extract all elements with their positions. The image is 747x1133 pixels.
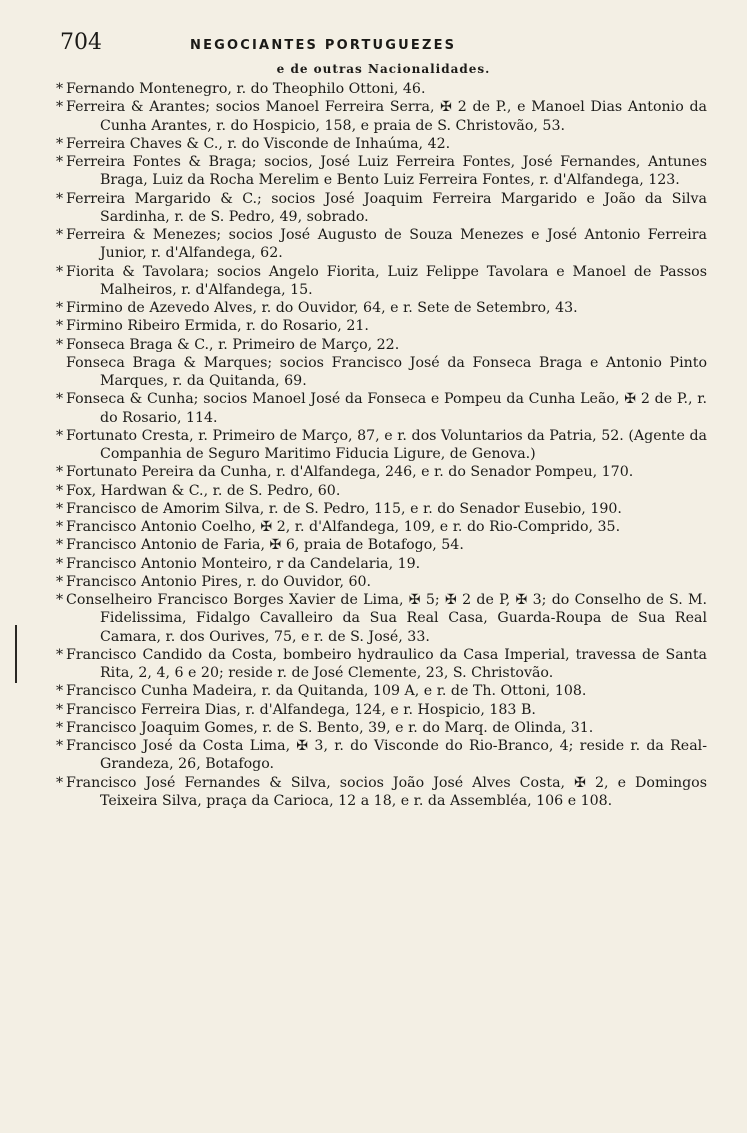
entry-mark: * <box>56 701 64 718</box>
entry-text: Francisco Antonio Monteiro, r da Candelaria, 19. <box>66 555 421 572</box>
entry-text: Fonseca Braga & C., r. Primeiro de Março, 22. <box>66 336 400 353</box>
directory-entry <box>56 153 707 190</box>
directory-entry <box>56 737 707 774</box>
entry-text: Francisco Cunha Madeira, r. da Quitanda, 109 A, e r. de Th. Ottoni, 108. <box>66 683 587 700</box>
entry-mark: * <box>56 263 64 280</box>
entry-mark: * <box>56 464 64 481</box>
page-number: 704 <box>60 30 102 55</box>
entry-text: Francisco Antonio Coelho, ✠ 2, r. d'Alfandega, 109, e r. do Rio-Comprido, 35. <box>66 519 621 535</box>
directory-entry <box>56 518 707 536</box>
entry-text: Ferreira & Menezes; socios José Augusto de Souza Menezes e José Antonio Ferreira Junior, r. d'Alfandega, 62. <box>66 227 707 262</box>
entry-mark: * <box>56 81 64 97</box>
entry-text: Fonseca & Cunha; socios Manoel José da Fonseca e Pompeu da Cunha Leão, ✠ 2 de P., r. do Rosario, 114. <box>66 391 707 426</box>
directory-entry <box>56 226 707 263</box>
entry-mark: * <box>56 99 64 116</box>
entry-text: Francisco Antonio Pires, r. do Ouvidor, 60. <box>66 573 372 590</box>
entry-mark: * <box>56 592 64 608</box>
entry-mark: * <box>56 738 64 754</box>
entry-mark: * <box>56 555 64 572</box>
directory-entry <box>56 482 707 500</box>
directory-entry <box>56 719 707 737</box>
directory-entry <box>56 263 707 300</box>
entry-text: Fox, Hardwan & C., r. de S. Pedro, 60. <box>66 482 341 499</box>
directory-entry <box>56 573 707 591</box>
entry-mark: * <box>56 190 64 207</box>
entry-mark: * <box>56 500 64 517</box>
directory-entry <box>56 135 707 153</box>
entry-text: Firmino de Azevedo Alves, r. do Ouvidor, 64, e r. Sete de Setembro, 43. <box>66 300 578 316</box>
directory-entry <box>56 317 707 335</box>
entry-text: Francisco Antonio de Faria, ✠ 6, praia de Botafogo, 54. <box>66 537 464 554</box>
entry-mark: * <box>56 519 64 535</box>
directory-entry <box>56 774 707 811</box>
entry-mark: * <box>56 227 64 243</box>
entry-text: Ferreira & Arantes; socios Manoel Ferreira Serra, ✠ 2 de P., e Manoel Dias Antonio da Cunha Arantes, r. do Hospicio, 158, e praia de S. Christovão, 53. <box>66 99 707 134</box>
directory-entry <box>56 682 707 700</box>
directory-entry <box>56 190 707 227</box>
section-subtitle: e de outras Nacionalidades. <box>276 62 491 76</box>
running-title: NEGOCIANTES PORTUGUEZES <box>190 38 457 53</box>
directory-entry <box>56 463 707 481</box>
directory-entry <box>56 299 707 317</box>
entry-mark: * <box>56 646 64 663</box>
directory-entry <box>56 336 707 354</box>
directory-entry <box>56 98 707 135</box>
entry-mark: * <box>56 774 64 791</box>
page-header <box>60 28 707 62</box>
entry-mark: * <box>56 537 64 554</box>
entry-list <box>56 80 707 810</box>
entry-text: Francisco José Fernandes & Silva, socios João José Alves Costa, ✠ 2, e Domingos Teixeira Silva, praça da Carioca, 12 a 18, e r. da Assembléa, 106 e 108. <box>66 774 707 809</box>
entry-text: Francisco de Amorim Silva, r. de S. Pedro, 115, e r. do Senador Eusebio, 190. <box>66 500 622 517</box>
directory-entry <box>56 555 707 573</box>
entry-mark: * <box>56 318 64 335</box>
entry-text: Francisco Ferreira Dias, r. d'Alfandega, 124, e r. Hospicio, 183 B. <box>66 701 536 718</box>
entry-text: Ferreira Margarido & C.; socios José Joaquim Ferreira Margarido e João da Silva Sardinha, r. de S. Pedro, 49, sobrado. <box>66 190 707 225</box>
entry-text: Fernando Montenegro, r. do Theophilo Ottoni, 46. <box>66 81 426 97</box>
directory-entry <box>56 390 707 427</box>
entry-text: Francisco Joaquim Gomes, r. de S. Bento, 39, e r. do Marq. de Olinda, 31. <box>66 719 594 736</box>
entry-text: Fortunato Pereira da Cunha, r. d'Alfandega, 246, e r. do Senador Pompeu, 170. <box>66 464 634 481</box>
directory-entry <box>56 427 707 464</box>
entry-text: Fonseca Braga & Marques; socios Francisco José da Fonseca Braga e Antonio Pinto Marques, r. da Quitanda, 69. <box>66 354 707 389</box>
entry-text: Ferreira Fontes & Braga; socios, José Luiz Ferreira Fontes, José Fernandes, Antunes Braga, Luiz da Rocha Merelim e Bento Luiz Ferreira Fontes, r. d'Alfandega, 123. <box>66 154 707 189</box>
entry-mark: * <box>56 154 64 170</box>
entry-text: Firmino Ribeiro Ermida, r. do Rosario, 21. <box>66 318 369 335</box>
margin-pencil-mark <box>15 625 17 683</box>
entry-mark: * <box>56 336 64 353</box>
entry-mark: * <box>56 683 64 700</box>
entry-mark: * <box>56 573 64 590</box>
entry-mark: * <box>56 719 64 736</box>
entry-text: Francisco Candido da Costa, bombeiro hydraulico da Casa Imperial, travessa de Santa Rita, 2, 4, 6 e 20; reside r. de José Clemente, 23, S. Christovão. <box>66 646 707 681</box>
directory-entry <box>60 354 707 391</box>
directory-entry <box>56 591 707 646</box>
directory-entry <box>56 80 707 98</box>
directory-entry <box>56 500 707 518</box>
directory-entry <box>56 536 707 554</box>
entry-mark: * <box>56 300 64 316</box>
entry-text: Ferreira Chaves & C., r. do Visconde de Inhaúma, 42. <box>66 135 451 152</box>
entry-text: Fortunato Cresta, r. Primeiro de Março, 87, e r. dos Voluntarios da Patria, 52. (Agente da Companhia de Seguro Maritimo Fiducia Ligure, de Genova.) <box>66 427 707 462</box>
entry-text: Francisco José da Costa Lima, ✠ 3, r. do Visconde do Rio-Branco, 4; reside r. da Real-Grandeza, 26, Botafogo. <box>66 738 707 773</box>
entry-mark: * <box>56 391 64 408</box>
entry-mark: * <box>56 427 64 444</box>
directory-entry <box>56 701 707 719</box>
entry-text: Fiorita & Tavolara; socios Angelo Fiorita, Luiz Felippe Tavolara e Manoel de Passos Malheiros, r. d'Alfandega, 15. <box>66 263 707 298</box>
entry-text: Conselheiro Francisco Borges Xavier de Lima, ✠ 5; ✠ 2 de P, ✠ 3; do Conselho de S. M. Fidelissima, Fidalgo Cavalleiro da Sua Real Casa, Guarda-Roupa de Sua Real Camara, r. dos Ourives, 75, e r. de S. José, 33. <box>66 592 707 645</box>
entry-mark: * <box>56 135 64 152</box>
entry-mark: * <box>56 482 64 499</box>
directory-entry <box>56 646 707 683</box>
